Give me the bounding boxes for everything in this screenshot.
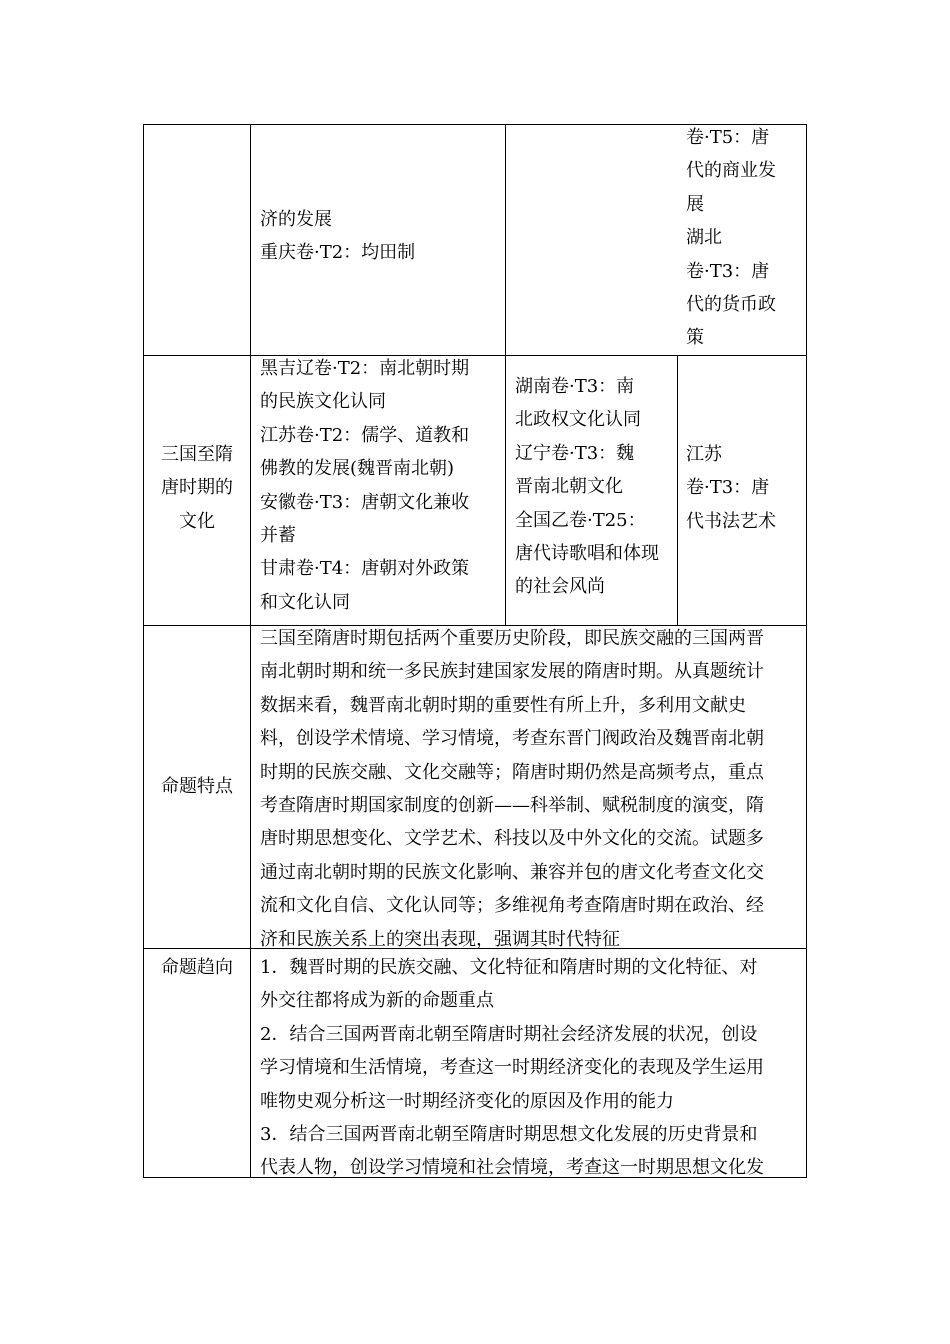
text-line: 学习情境和生活情境，考查这一时期经济变化的表现及学生运用 — [260, 1057, 764, 1079]
features-label: 命题特点 — [161, 776, 233, 797]
text-line: 通过南北朝时期的民族文化影响、兼容并包的唐文化考查文化交 — [260, 861, 764, 883]
text-line: 全国乙卷·T25： — [515, 509, 646, 531]
text-line: 唯物史观分析这一时期经济变化的原因及作用的能力 — [260, 1090, 674, 1112]
text-line: 数据来看，魏晋南北朝时期的重要性有所上升，多利用文献史 — [260, 694, 746, 716]
text-line: 安徽卷·T3：唐朝文化兼收 — [260, 491, 470, 513]
table-border-left — [143, 124, 144, 1178]
column-divider — [505, 124, 506, 626]
text-line: 代书法艺术 — [686, 510, 776, 532]
text-line: 卷·T5：唐 — [686, 127, 770, 148]
row2-col2-text — [260, 352, 469, 619]
features-text — [260, 622, 764, 956]
column-divider — [677, 355, 678, 626]
row1-col4-text — [686, 121, 776, 355]
column-divider — [250, 124, 251, 1178]
text-line: 3．结合三国两晋南北朝至隋唐时期思想文化发展的历史背景和 — [260, 1124, 758, 1146]
row2-label — [144, 438, 250, 538]
text-line: 三国至隋 — [161, 444, 233, 465]
text-line: 的社会风尚 — [515, 576, 605, 598]
text-line: 展 — [686, 193, 704, 215]
row2-col3-text — [515, 370, 659, 604]
text-line: 文化 — [179, 510, 215, 532]
trends-label: 命题趋向 — [161, 957, 233, 978]
row-divider — [143, 355, 807, 356]
text-line: 时期的民族交融、文化交融等；隋唐时期仍然是高频考点，重点 — [260, 761, 764, 783]
text-line: 江苏卷·T2：儒学、道教和 — [260, 424, 470, 446]
text-line: 代表人物，创设学习情境和社会情境，考查这一时期思想文化发 — [260, 1157, 764, 1179]
text-line: 唐时期思想变化、文学艺术、科技以及中外文化的交流。试题多 — [260, 828, 764, 850]
text-line: 辽宁卷·T3：魏 — [515, 442, 635, 464]
text-line: 流和文化自信、文化认同等；多维视角考查隋唐时期在政治、经 — [260, 895, 764, 917]
text-line: 外交往都将成为新的命题重点 — [260, 990, 494, 1012]
text-line: 的民族文化认同 — [260, 391, 386, 413]
text-line: 江苏 — [686, 444, 722, 465]
text-line: 南北朝时期和统一多民族封建国家发展的隋唐时期。从真题统计 — [260, 661, 764, 683]
row1-col2-text — [260, 203, 415, 270]
trends-text — [260, 951, 764, 1185]
text-line: 代的商业发 — [686, 160, 776, 182]
text-line: 2．结合三国两晋南北朝至隋唐时期社会经济发展的状况，创设 — [260, 1023, 758, 1045]
text-line: 湖北 — [686, 227, 722, 249]
text-line: 济和民族关系上的突出表现，强调其时代特征 — [260, 928, 620, 950]
text-line: 唐时期的 — [161, 477, 233, 499]
text-line: 佛教的发展(魏晋南北朝) — [260, 458, 455, 480]
row2-col4-text — [686, 438, 776, 538]
text-line: 策 — [686, 327, 704, 349]
text-line: 甘肃卷·T4：唐朝对外政策 — [260, 558, 470, 580]
text-line: 考查隋唐时期国家制度的创新——科举制、赋税制度的演变，隋 — [260, 795, 764, 817]
text-line: 代的货币政 — [686, 294, 776, 316]
text-line: 料，创设学术情境、学习情境，考查东晋门阀政治及魏晋南北朝 — [260, 728, 764, 750]
text-line: 并蓄 — [260, 525, 296, 547]
text-line: 唐代诗歌唱和体现 — [515, 543, 659, 565]
text-line: 湖南卷·T3：南 — [515, 376, 635, 397]
text-line: 三国至隋唐时期包括两个重要历史阶段，即民族交融的三国两晋 — [260, 628, 764, 649]
text-line: 卷·T3：唐 — [686, 260, 770, 282]
text-line: 和文化认同 — [260, 591, 350, 613]
text-line: 黑吉辽卷·T2：南北朝时期 — [260, 358, 470, 379]
text-line: 济的发展 — [260, 209, 332, 230]
text-line: 晋南北朝文化 — [515, 476, 623, 498]
text-line: 卷·T3：唐 — [686, 477, 770, 499]
text-line: 1．魏晋时期的民族交融、文化特征和隋唐时期的文化特征、对 — [260, 957, 758, 978]
table-border-right — [806, 124, 807, 1178]
text-line: 重庆卷·T2：均田制 — [260, 242, 416, 264]
text-line: 北政权文化认同 — [515, 409, 641, 431]
